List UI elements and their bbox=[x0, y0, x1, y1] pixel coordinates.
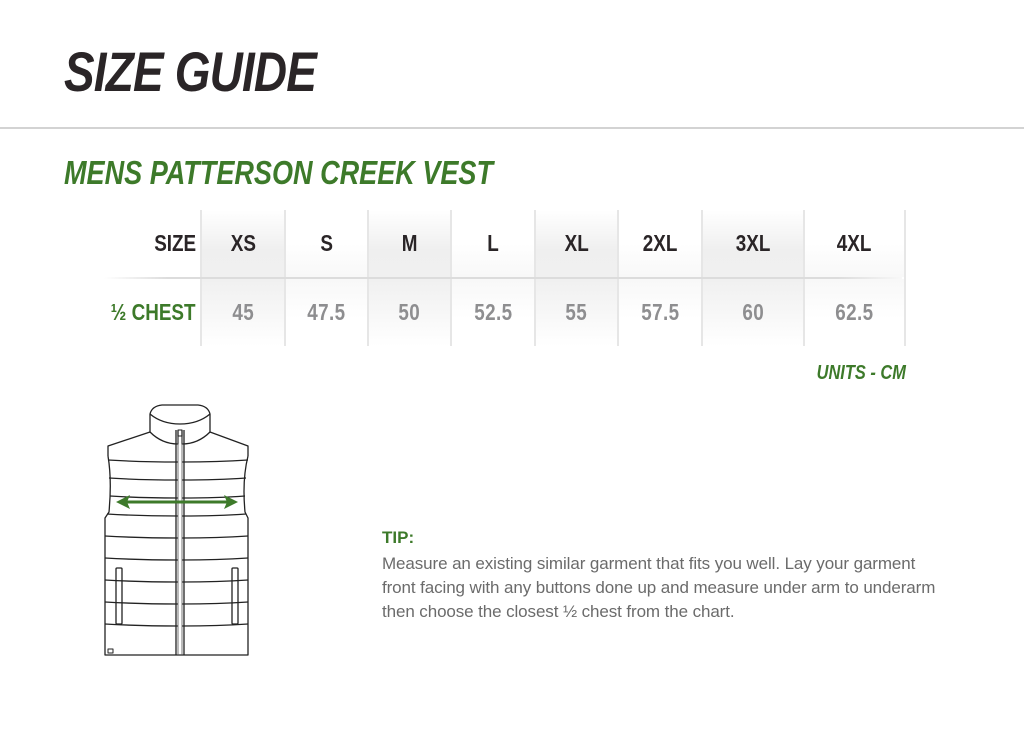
chest-value: 60 bbox=[742, 299, 764, 325]
chest-value: 50 bbox=[398, 299, 421, 325]
divider bbox=[0, 127, 1024, 129]
size-table bbox=[104, 210, 906, 346]
size-header: L bbox=[487, 230, 499, 256]
size-header: XL bbox=[564, 230, 589, 256]
tip-body: Measure an existing similar garment that fits you well. Lay your garment front facing with any buttons done up and measure under arm to underarm then choose the closest ½ chest from the chart. bbox=[382, 554, 936, 621]
chest-value: 55 bbox=[565, 299, 588, 325]
size-header: 2XL bbox=[642, 230, 678, 256]
size-row-label-cell bbox=[104, 210, 200, 277]
units-label: UNITS - CM bbox=[816, 362, 906, 384]
row-divider bbox=[104, 277, 902, 279]
chest-value: 52.5 bbox=[473, 299, 513, 325]
size-header: XS bbox=[230, 230, 256, 256]
chest-row-label-cell bbox=[104, 279, 200, 346]
size-row-label: SIZE bbox=[154, 230, 196, 256]
page-title: SIZE GUIDE bbox=[64, 40, 317, 103]
chest-value: 62.5 bbox=[835, 299, 874, 325]
tip-section bbox=[382, 528, 942, 624]
size-header: M bbox=[401, 230, 418, 256]
tip-label: TIP: bbox=[382, 528, 415, 547]
chest-row-label: ½ CHEST bbox=[111, 299, 196, 325]
double-arrow-icon bbox=[116, 494, 238, 510]
size-header: S bbox=[320, 230, 333, 256]
product-title: MENS PATTERSON CREEK VEST bbox=[64, 154, 494, 191]
vest-icon bbox=[100, 400, 260, 662]
chest-value: 45 bbox=[232, 299, 254, 325]
size-header: 3XL bbox=[735, 230, 771, 256]
chest-value: 57.5 bbox=[640, 299, 680, 325]
chest-value: 47.5 bbox=[307, 299, 346, 325]
size-header: 4XL bbox=[837, 230, 872, 256]
